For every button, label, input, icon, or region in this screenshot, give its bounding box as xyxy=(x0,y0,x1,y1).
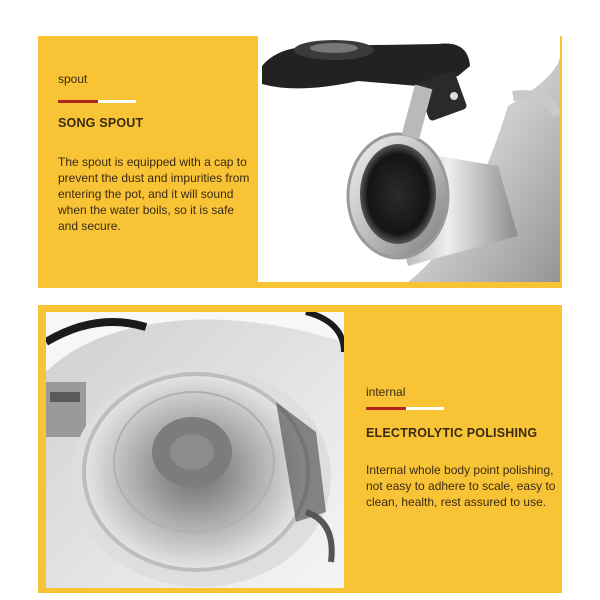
spout-photo xyxy=(258,36,560,282)
feature-label: spout xyxy=(58,72,88,86)
kettle-interior-image xyxy=(46,312,344,588)
internal-photo xyxy=(46,312,344,588)
kettle-spout-image xyxy=(258,36,560,282)
feature-description: The spout is equipped with a cap to prevent the dust and impurities from entering the pot, and it will sound when the water boils, so it is safe and secure. xyxy=(58,155,250,233)
feature-panel-internal xyxy=(38,305,562,593)
feature-label: internal xyxy=(366,385,406,399)
feature-panel-spout xyxy=(38,36,562,288)
feature-title: SONG SPOUT xyxy=(58,116,144,130)
feature-text-internal xyxy=(366,385,556,510)
feature-title: ELECTROLYTIC POLISHING xyxy=(366,426,538,440)
feature-text-spout xyxy=(58,72,254,234)
feature-description: Internal whole body point polishing, not easy to adhere to scale, easy to clean, health, rest assured to use. xyxy=(366,463,556,509)
accent-divider xyxy=(366,407,444,410)
accent-divider xyxy=(58,100,136,103)
